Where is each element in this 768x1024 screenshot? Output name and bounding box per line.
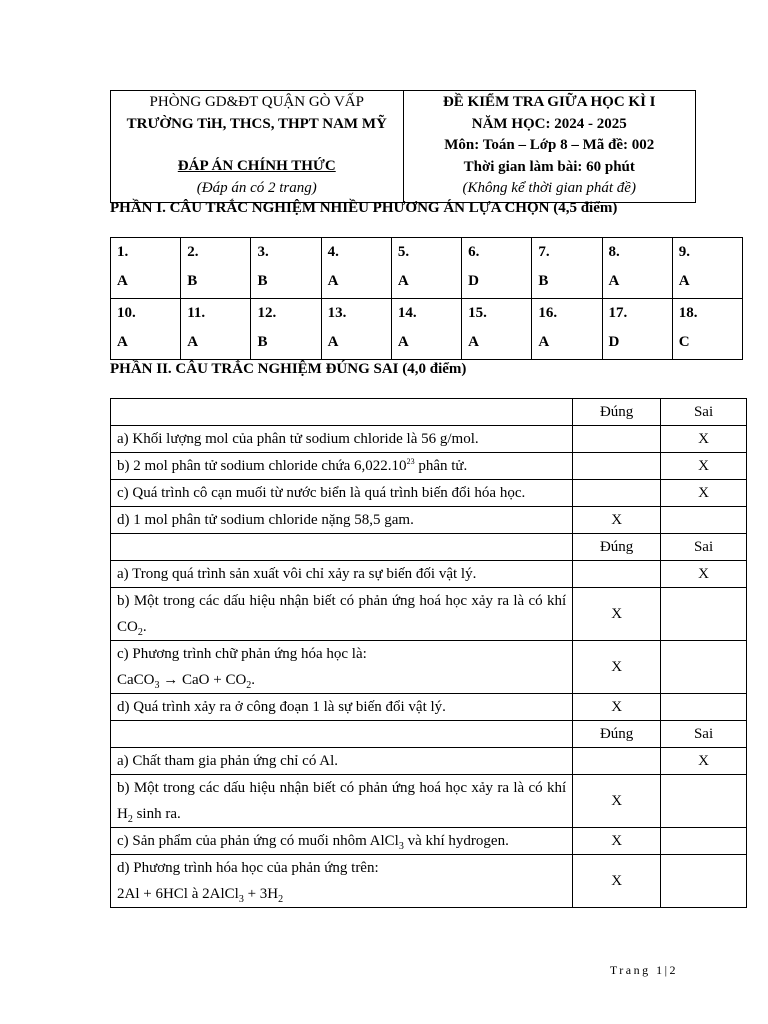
statement: a) Chất tham gia phản ứng chỉ có Al. bbox=[111, 748, 573, 775]
mark: X bbox=[573, 855, 661, 908]
answer-cell: 13. A bbox=[321, 299, 391, 360]
answer-row bbox=[111, 299, 743, 360]
answer-cell: 17. D bbox=[602, 299, 672, 360]
answer-cell: 10. A bbox=[111, 299, 181, 360]
mark: X bbox=[573, 775, 661, 828]
statement: a) Trong quá trình sản xuất vôi chỉ xảy ra sự biến đối vật lý. bbox=[111, 561, 573, 588]
mark: X bbox=[661, 453, 747, 480]
mark: X bbox=[573, 694, 661, 721]
mark: X bbox=[573, 507, 661, 534]
mark: X bbox=[573, 641, 661, 694]
mark: X bbox=[661, 426, 747, 453]
answer-cell: 18. C bbox=[672, 299, 742, 360]
statement: c) Sản phẩm của phản ứng có muối nhôm AlCl$_3$ và khí hydrogen. bbox=[111, 828, 573, 855]
answer-cell: 4. A bbox=[321, 238, 391, 299]
answer-row bbox=[111, 238, 743, 299]
answer-cell: 12. B bbox=[251, 299, 321, 360]
statement-row bbox=[111, 828, 747, 855]
answer-cell: 15. A bbox=[462, 299, 532, 360]
doc-type: ĐÁP ÁN CHÍNH THỨC bbox=[177, 158, 336, 174]
statement: b) 2 mol phân tử sodium chloride chứa 6,022.10$^{23}$ phân tử. bbox=[111, 453, 573, 480]
col-false-header: Sai bbox=[661, 534, 747, 561]
pages-note: (Đáp án có 2 trang) bbox=[196, 179, 317, 196]
answer-cell: 11. A bbox=[181, 299, 251, 360]
column-header-row bbox=[111, 534, 747, 561]
statement-row bbox=[111, 480, 747, 507]
statement: c) Phương trình chữ phản ứng hóa học là: CaCO$_3$ → CaO + $CO_2$. bbox=[111, 641, 573, 694]
answer-cell: 3. B bbox=[251, 238, 321, 299]
statement-row bbox=[111, 855, 747, 908]
department-name: PHÒNG GD&ĐT QUẬN GÒ VẤP bbox=[149, 94, 364, 110]
answer-cell: 2. B bbox=[181, 238, 251, 299]
statement-row bbox=[111, 641, 747, 694]
school-year: NĂM HỌC: 2024 - 2025 bbox=[471, 115, 627, 132]
col-true-header: Đúng bbox=[573, 399, 661, 426]
mark: X bbox=[661, 480, 747, 507]
time-line: Thời gian làm bài: 60 phút bbox=[463, 158, 635, 175]
col-false-header: Sai bbox=[661, 721, 747, 748]
mark: X bbox=[573, 828, 661, 855]
statement: a) Khối lượng mol của phân tử sodium chloride là 56 g/mol. bbox=[111, 426, 573, 453]
mark: X bbox=[573, 588, 661, 641]
exam-title: ĐỀ KIỂM TRA GIỮA HỌC KÌ I bbox=[442, 94, 656, 110]
part2-title: PHẦN II. CÂU TRẮC NGHIỆM ĐÚNG SAI (4,0 điểm) bbox=[110, 361, 467, 377]
statement: d) Phương trình hóa học của phản ứng trên: 2Al + 6HCl à 2AlCl$_3$ + $3H_2$ bbox=[111, 855, 573, 908]
header-left bbox=[111, 91, 404, 203]
statement-row bbox=[111, 426, 747, 453]
statement-row bbox=[111, 748, 747, 775]
statement: b) Một trong các dấu hiệu nhận biết có phản ứng hoá học xảy ra là có khí $CO_2$. bbox=[111, 588, 573, 641]
mark: X bbox=[661, 748, 747, 775]
col-true-header: Đúng bbox=[573, 534, 661, 561]
statement: d) 1 mol phân tử sodium chloride nặng 58,5 gam. bbox=[111, 507, 573, 534]
part2-true-false-table bbox=[110, 398, 747, 908]
statement-row bbox=[111, 775, 747, 828]
statement-row bbox=[111, 507, 747, 534]
subject-line: Môn: Toán – Lớp 8 – Mã đề: 002 bbox=[444, 137, 655, 153]
answer-cell: 6. D bbox=[462, 238, 532, 299]
statement-row bbox=[111, 694, 747, 721]
mark: X bbox=[661, 561, 747, 588]
statement-row bbox=[111, 588, 747, 641]
answer-cell: 9. A bbox=[672, 238, 742, 299]
statement-row bbox=[111, 561, 747, 588]
statement: d) Quá trình xảy ra ở công đoạn 1 là sự biến đổi vật lý. bbox=[111, 694, 573, 721]
answer-cell: 16. A bbox=[532, 299, 602, 360]
school-name: TRƯỜNG TiH, THCS, THPT NAM MỸ bbox=[126, 115, 387, 132]
answer-cell: 14. A bbox=[391, 299, 461, 360]
col-false-header: Sai bbox=[661, 399, 747, 426]
statement: c) Quá trình cô cạn muối từ nước biển là quá trình biến đổi hóa học. bbox=[111, 480, 573, 507]
statement-row bbox=[111, 453, 747, 480]
statement: b) Một trong các dấu hiệu nhận biết có phản ứng hoá học xảy ra là có khí $H_2$ sinh ra. bbox=[111, 775, 573, 828]
column-header-row bbox=[111, 721, 747, 748]
header-right bbox=[403, 91, 696, 203]
answer-cell: 8. A bbox=[602, 238, 672, 299]
part1-answer-grid bbox=[110, 237, 743, 360]
page-number: Trang 1|2 bbox=[609, 963, 678, 977]
column-header-row bbox=[111, 399, 747, 426]
time-note: (Không kể thời gian phát đề) bbox=[462, 180, 636, 196]
answer-cell: 5. A bbox=[391, 238, 461, 299]
header-table bbox=[110, 90, 696, 203]
answer-cell: 7. B bbox=[532, 238, 602, 299]
answer-cell: 1. A bbox=[111, 238, 181, 299]
part1-title: PHẦN I. CÂU TRẮC NGHIỆM NHIỀU PHƯƠNG ÁN LỰA CHỌN (4,5 điểm) bbox=[110, 200, 618, 216]
col-true-header: Đúng bbox=[573, 721, 661, 748]
